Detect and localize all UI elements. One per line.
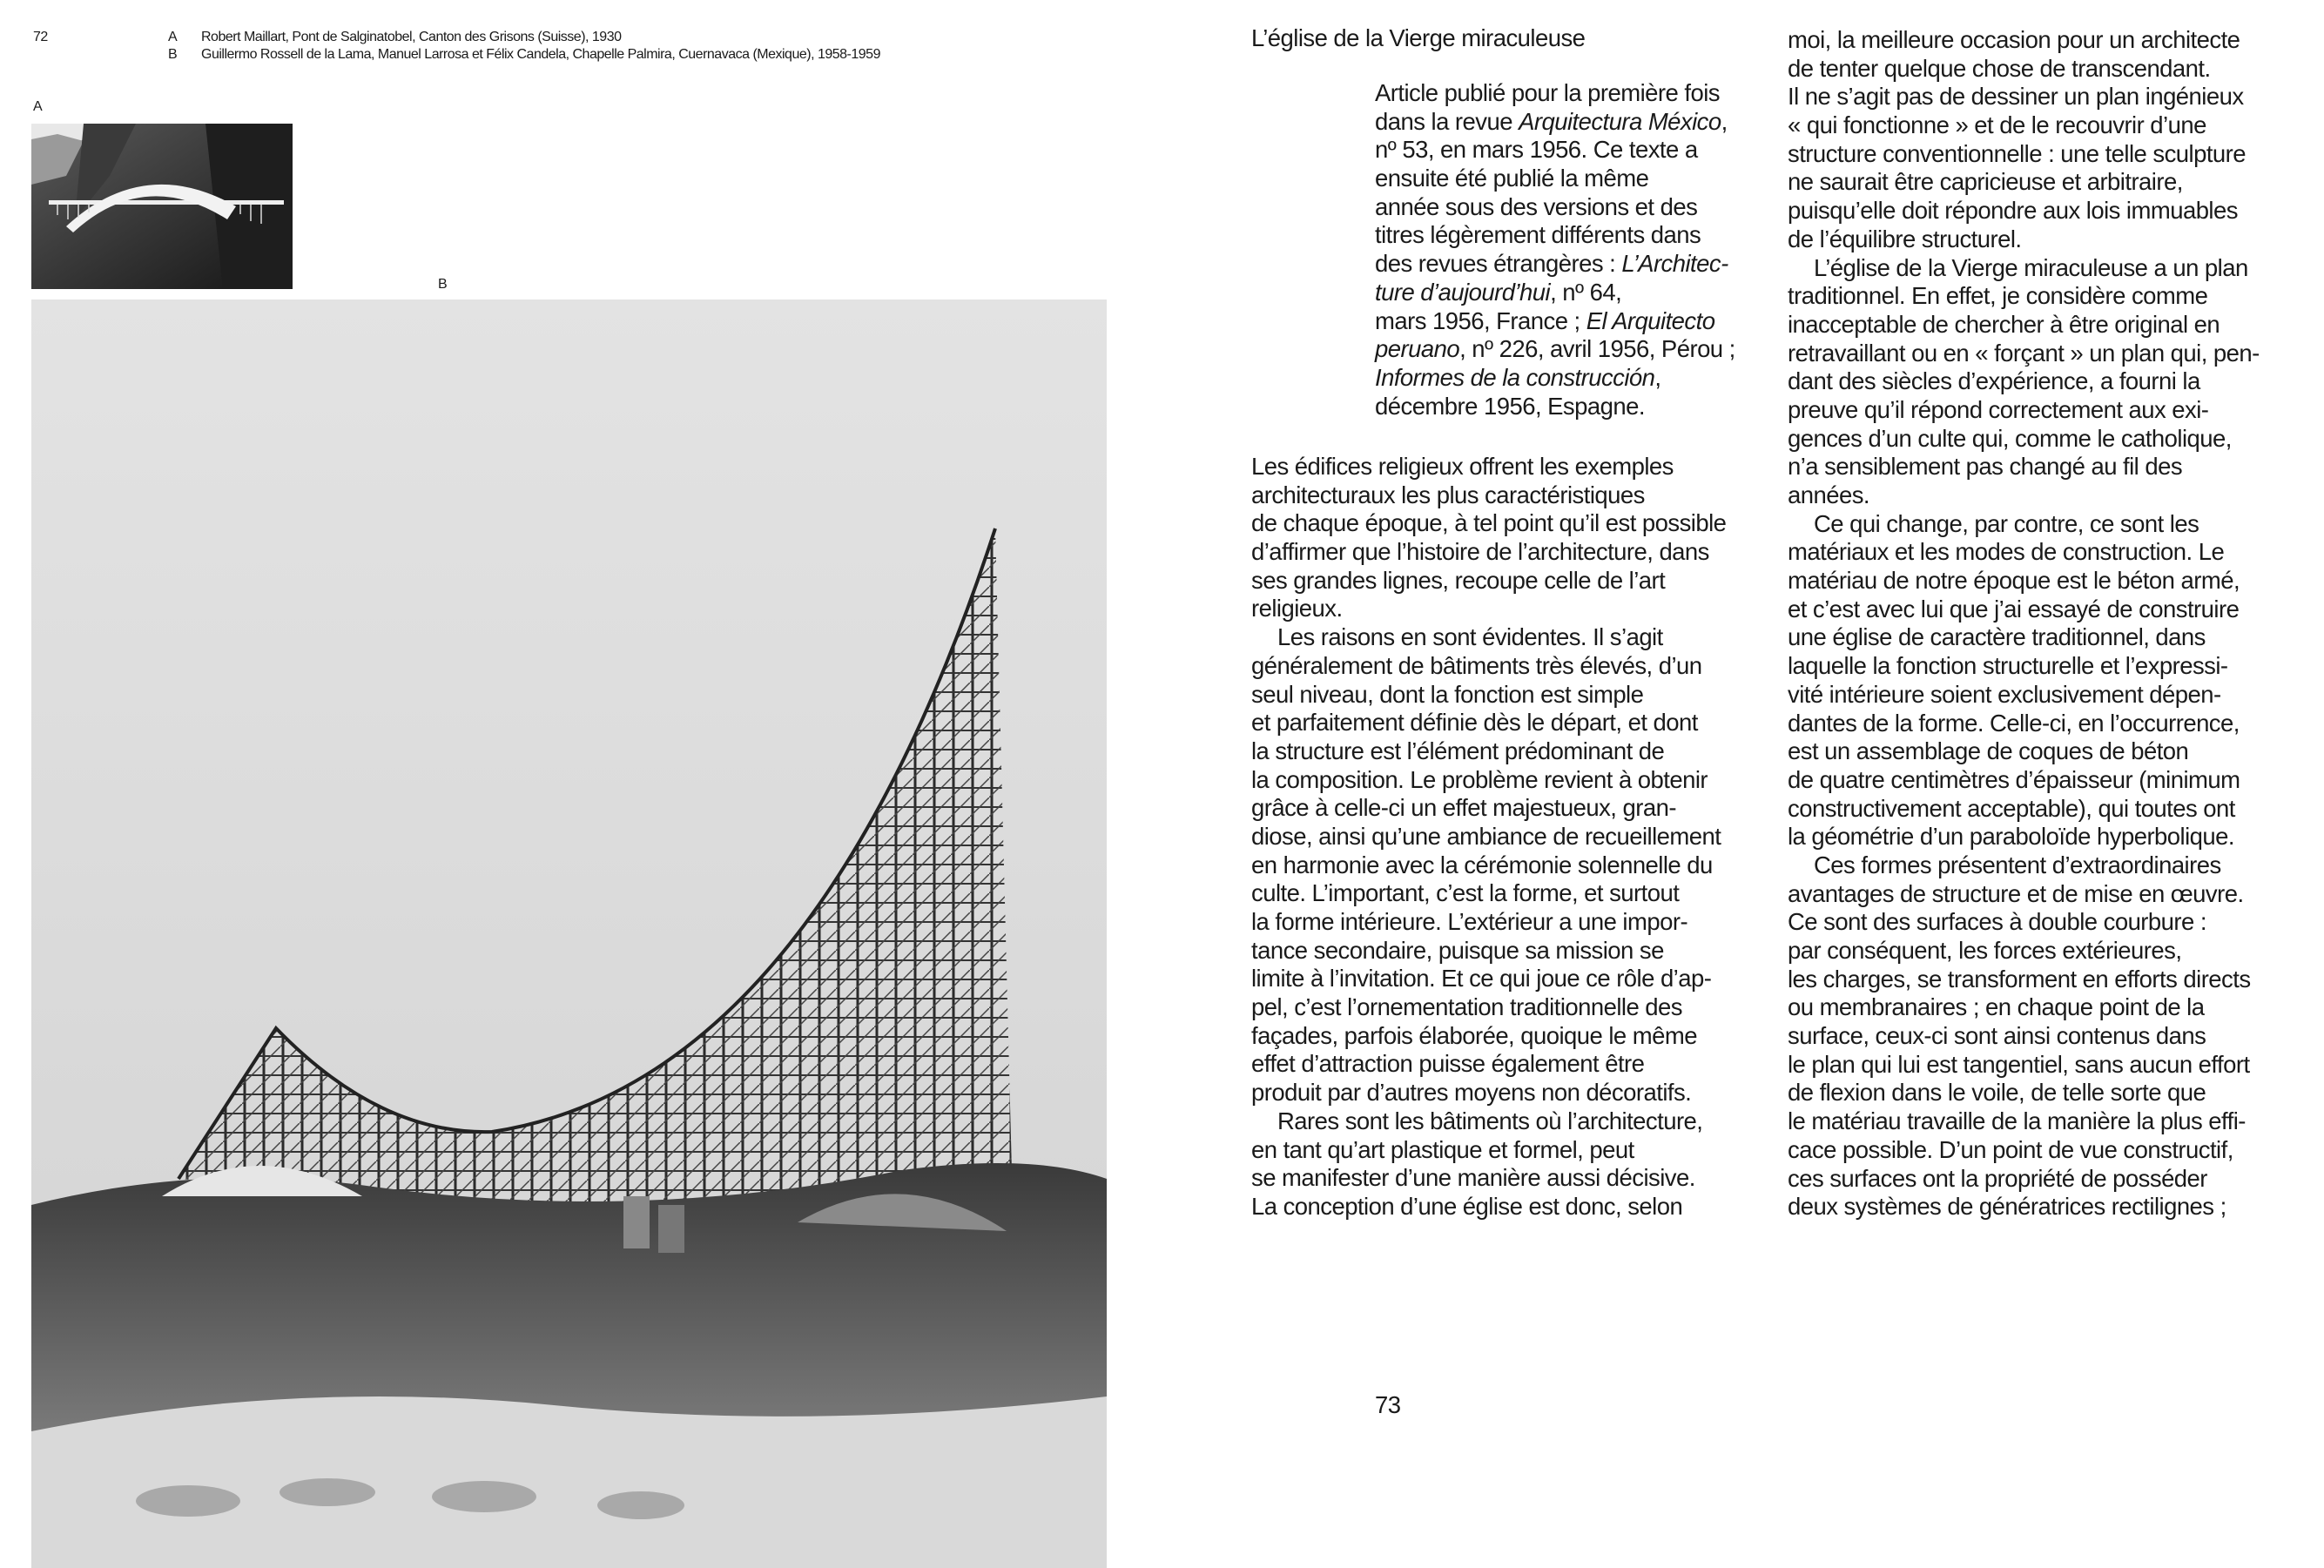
body-line: par conséquent, les forces extérieures, <box>1788 937 2182 964</box>
caption-b-letter: B <box>168 47 178 62</box>
body-line: culte. L’important, c’est la forme, et surtout <box>1251 879 1680 907</box>
body-line: Les raisons en sont évidentes. Il s’agit <box>1277 623 1663 651</box>
body-line: retravaillant ou en « forçant » un plan qui, pen- <box>1788 339 2260 367</box>
body-line: ces surfaces ont la propriété de posséder <box>1788 1164 2207 1192</box>
body-line: dant des siècles d’expérience, a fourni la <box>1788 367 2200 395</box>
body-line: architecturaux les plus caractéristiques <box>1251 481 1645 508</box>
article-intro-note <box>1375 79 1735 421</box>
text-segment: , <box>1654 363 1661 391</box>
intro-line <box>1375 79 1735 108</box>
intro-line <box>1375 108 1735 137</box>
body-line: constructivement acceptable), qui toutes ont <box>1788 794 2235 822</box>
body-line: la structure est l’élément prédominant de <box>1251 737 1665 764</box>
body-column-2 <box>1788 26 2260 1221</box>
body-line: « qui fonctionne » et de le recouvrir d’une <box>1788 111 2206 139</box>
text-segment: dans la revue <box>1375 107 1519 135</box>
body-line: se manifester d’une manière aussi décisive. <box>1251 1164 1695 1192</box>
body-line: surface, ceux-ci sont ainsi contenus dans <box>1788 1022 2206 1050</box>
intro-line <box>1375 165 1735 193</box>
body-line: en harmonie avec la cérémonie solennelle du <box>1251 851 1713 878</box>
body-line: effet d’attraction puisse également être <box>1251 1050 1645 1078</box>
text-segment: , <box>1721 107 1728 135</box>
body-line: structure conventionnelle : une telle sculpture <box>1788 139 2247 167</box>
page-number-right: 73 <box>1375 1391 1401 1418</box>
intro-line <box>1375 250 1735 279</box>
intro-line <box>1375 221 1735 250</box>
body-line: ou membranaires ; en chaque point de la <box>1788 993 2205 1021</box>
body-line: années. <box>1788 481 1870 508</box>
body-line: grâce à celle-ci un effet majestueux, gran- <box>1251 794 1676 822</box>
body-line: preuve qu’il répond correctement aux exi- <box>1788 395 2209 423</box>
body-line: Ces formes présentent d’extraordinaires <box>1814 851 2221 878</box>
body-line: pel, c’est l’ornementation traditionnelle des <box>1251 993 1682 1021</box>
intro-line <box>1375 307 1735 336</box>
page-number-left: 72 <box>33 30 48 44</box>
body-line: la forme intérieure. L’extérieur a une impor- <box>1251 908 1688 935</box>
text-segment: décembre 1956, Espagne. <box>1375 392 1645 420</box>
body-line: et parfaitement définie dès le départ, et dont <box>1251 709 1698 737</box>
text-segment: , nº 226, avril 1956, Pérou ; <box>1459 335 1735 363</box>
body-line: de tenter quelque chose de transcendant. <box>1788 54 2211 82</box>
body-line: deux systèmes de génératrices rectilignes ; <box>1788 1193 2226 1221</box>
body-line: n’a sensiblement pas changé au fil des <box>1788 453 2183 481</box>
text-segment: ensuite été publié la même <box>1375 165 1649 192</box>
body-line: le plan qui lui est tangentiel, sans aucun effort <box>1788 1050 2250 1078</box>
caption-a-letter: A <box>168 30 178 44</box>
italic-title: L’Architec- <box>1621 250 1728 278</box>
body-line: La conception d’une église est donc, selon <box>1251 1192 1683 1220</box>
italic-title: El Arquitecto <box>1586 306 1715 334</box>
body-line: en tant qu’art plastique et formel, peut <box>1251 1135 1634 1163</box>
body-line: Ce sont des surfaces à double courbure : <box>1788 908 2206 936</box>
intro-line <box>1375 364 1735 393</box>
intro-line <box>1375 335 1735 364</box>
body-line: gences d’un culte qui, comme le catholique, <box>1788 424 2232 452</box>
body-line: cace possible. D’un point de vue constructif, <box>1788 1135 2233 1163</box>
body-line: vité intérieure soient exclusivement dépen- <box>1788 680 2221 708</box>
body-line: tance secondaire, puisque sa mission se <box>1251 936 1664 964</box>
body-line: laquelle la fonction structurelle et l’expressi- <box>1788 652 2228 680</box>
body-line: ne saurait être capricieuse et arbitraire, <box>1788 168 2183 196</box>
body-line: diose, ainsi qu’une ambiance de recueillement <box>1251 822 1721 850</box>
text-segment: année sous des versions et des <box>1375 192 1698 220</box>
caption-b-text: Guillermo Rossell de la Lama, Manuel Larrosa et Félix Candela, Chapelle Palmira, Cuernavaca (Mexique), 1958-1959 <box>201 47 880 62</box>
body-line: de l’équilibre structurel. <box>1788 225 2022 252</box>
body-line: dantes de la forme. Celle-ci, en l’occurrence, <box>1788 709 2240 737</box>
body-line: seul niveau, dont la fonction est simple <box>1251 680 1644 708</box>
body-line: une église de caractère traditionnel, dans <box>1788 623 2206 651</box>
body-line: inacceptable de chercher à être original en <box>1788 310 2220 338</box>
caption-a-text: Robert Maillart, Pont de Salginatobel, Canton des Grisons (Suisse), 1930 <box>201 30 622 44</box>
body-line: Ce qui change, par contre, ce sont les <box>1814 509 2199 537</box>
intro-line <box>1375 279 1735 307</box>
body-line: religieux. <box>1251 595 1343 622</box>
body-line: les charges, se transforment en efforts directs <box>1788 965 2251 993</box>
intro-line <box>1375 136 1735 165</box>
text-segment: nº 53, en mars 1956. Ce texte a <box>1375 136 1698 164</box>
italic-title: peruano <box>1375 335 1460 363</box>
body-line: généralement de bâtiments très élevés, d’un <box>1251 651 1702 679</box>
figure-b-label: B <box>438 277 448 292</box>
body-line: moi, la meilleure occasion pour un architecte <box>1788 26 2240 53</box>
body-line: produit par d’autres moyens non décoratifs. <box>1251 1079 1692 1107</box>
text-segment: titres légèrement différents dans <box>1375 221 1701 249</box>
body-line: Les édifices religieux offrent les exemples <box>1251 453 1674 480</box>
body-line: la composition. Le problème revient à obtenir <box>1251 765 1708 793</box>
body-line: d’affirmer que l’histoire de l’architecture, dans <box>1251 538 1709 566</box>
body-column-1 <box>1251 453 1726 1221</box>
body-line: L’église de la Vierge miraculeuse a un plan <box>1814 253 2248 281</box>
body-line: Rares sont les bâtiments où l’architecture, <box>1277 1107 1703 1134</box>
body-line: façades, parfois élaborée, quoique le même <box>1251 1021 1697 1049</box>
italic-title: Informes de la construcción <box>1375 363 1655 391</box>
text-segment: Article publié pour la première fois <box>1375 79 1720 106</box>
body-line: ses grandes lignes, recoupe celle de l’art <box>1251 566 1666 594</box>
body-line: puisqu’elle doit répondre aux lois immuables <box>1788 197 2238 225</box>
body-line: de flexion dans le voile, de telle sorte que <box>1788 1079 2206 1107</box>
article-title: L’église de la Vierge miraculeuse <box>1251 24 1586 51</box>
body-line: est un assemblage de coques de béton <box>1788 737 2189 765</box>
body-line: traditionnel. En effet, je considère comme <box>1788 282 2208 310</box>
text-segment: mars 1956, France ; <box>1375 306 1586 334</box>
body-line: la géométrie d’un paraboloïde hyperbolique. <box>1788 823 2234 851</box>
italic-title: Arquitectura México <box>1519 107 1721 135</box>
body-line: le matériau travaille de la manière la plus effi- <box>1788 1107 2246 1135</box>
body-line: limite à l’invitation. Et ce qui joue ce rôle d’ap- <box>1251 965 1712 993</box>
figure-a-label: A <box>33 99 43 114</box>
body-line: avantages de structure et de mise en œuvre. <box>1788 879 2244 907</box>
body-line: matériaux et les modes de construction. Le <box>1788 538 2225 566</box>
intro-line <box>1375 393 1735 421</box>
body-line: matériau de notre époque est le béton armé, <box>1788 567 2240 595</box>
chapel-construction-photo <box>31 299 1107 1568</box>
italic-title: ture d’aujourd’hui <box>1375 278 1551 306</box>
body-line: de chaque époque, à tel point qu’il est possible <box>1251 509 1727 537</box>
bridge-photo <box>31 124 293 289</box>
intro-line <box>1375 193 1735 222</box>
body-line: et c’est avec lui que j’ai essayé de construire <box>1788 595 2240 622</box>
text-segment: , nº 64, <box>1550 278 1622 306</box>
body-line: Il ne s’agit pas de dessiner un plan ingénieux <box>1788 83 2244 111</box>
body-line: de quatre centimètres d’épaisseur (minimum <box>1788 765 2240 793</box>
text-segment: des revues étrangères : <box>1375 250 1622 278</box>
